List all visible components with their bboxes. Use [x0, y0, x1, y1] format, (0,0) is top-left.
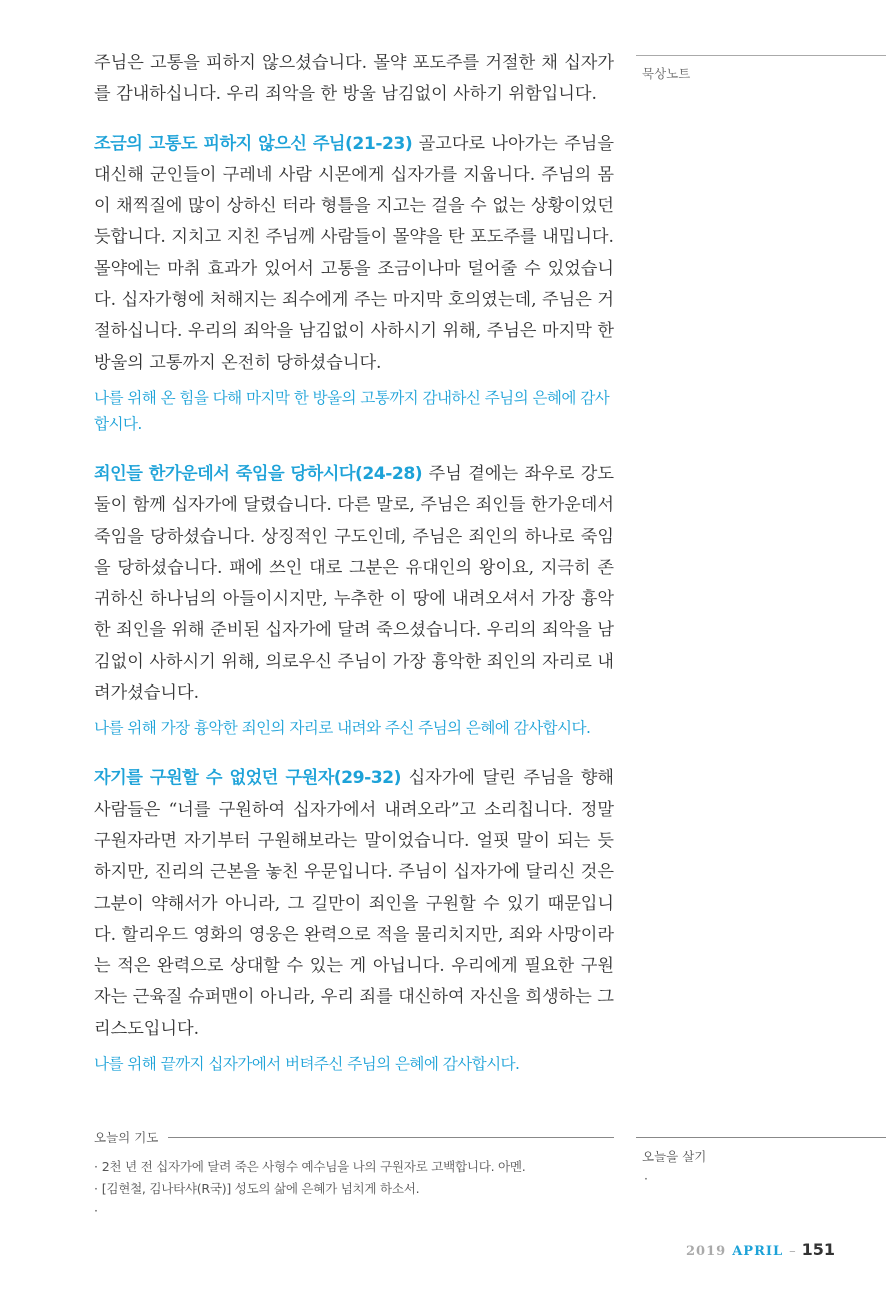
todays-prayer-list [94, 1156, 614, 1222]
todays-prayer-header [94, 1128, 614, 1146]
todays-prayer-box [94, 1128, 614, 1222]
bullet-dot: · [94, 1159, 98, 1174]
bullet-dot: · [94, 1203, 98, 1218]
section-2-body: 주님 곁에는 좌우로 강도 둘이 함께 십자가에 달렸습니다. 다른 말로, 주님은 죄인들 한가운데서 죽임을 당하셨습니다. 상징적인 구도인데, 주님은 죄인의 하나로 죽임을 당하셨습니다. 패에 쓰인 대로 그분은 유대인의 왕이요, 지극히 존귀하신 하나님의 아들이시지만, 누추한 이 땅에 내려오셔서 가장 흉악한 죄인을 위해 준비된 십자가에 달려 죽으셨습니다. 우리의 죄악을 남김없이 사하시기 위해, 의로우신 주님이 가장 흉악한 죄인의 자리로 내려가셨습니다. [94, 463, 614, 704]
section-1-heading: 조금의 고통도 피하지 않으신 주님(21-23) [94, 133, 413, 154]
main-content [94, 48, 614, 1099]
section-3-body: 십자가에 달린 주님을 향해 사람들은 “너를 구원하여 십자가에서 내려오라”고 소리칩니다. 정말 구원자라면 자기부터 구원해보라는 말이었습니다. 얼핏 말이 되는 듯하지만, 진리의 근본을 놓친 우문입니다. 주님이 십자가에 달리신 것은 그분이 약해서가 아니라, 그 길만이 죄인을 구원할 수 있기 때문입니다. 할리우드 영화의 영웅은 완력으로 적을 물리치지만, 죄와 사망이라는 적은 완력으로 상대할 수 있는 게 아닙니다. 우리에게 필요한 구원자는 근육질 슈퍼맨이 아니라, 우리 죄를 대신하여 자신을 희생하는 그리스도입니다. [94, 768, 614, 1039]
living-today-title: 오늘을 살기 [642, 1149, 707, 1164]
bullet-dot: · [94, 1181, 98, 1196]
prayer-item-text: 2천 년 전 십자가에 달려 죽은 사형수 예수님을 나의 구원자로 고백합니다. 아멘. [101, 1159, 526, 1174]
living-today-box [636, 1137, 886, 1186]
section-2-heading: 죄인들 한가운데서 죽임을 당하시다(24-28) [94, 463, 423, 484]
section-3-heading: 자기를 구원할 수 없었던 구원자(29-32) [94, 768, 401, 789]
prayer-item [94, 1200, 614, 1222]
todays-prayer-title: 오늘의 기도 [94, 1130, 159, 1145]
section-1-prayer: 나를 위해 온 힘을 다해 마지막 한 방울의 고통까지 감내하신 주님의 은혜에 감사합시다. [94, 388, 610, 433]
section-3-prayer: 나를 위해 끝까지 십자가에서 버텨주신 주님의 은혜에 감사합시다. [94, 1055, 520, 1074]
section-3-paragraph [94, 763, 614, 1045]
sidebar-title: 묵상노트 [636, 55, 886, 82]
section-1-body: 골고다로 나아가는 주님을 대신해 군인들이 구레네 사람 시몬에게 십자가를 지웁니다. 주님의 몸이 채찍질에 많이 상하신 터라 형틀을 지고는 걸을 수 없는 상황이었던 듯합니다. 지치고 지친 주님께 사람들이 몰약을 탄 포도주를 내밉니다. 몰약에는 마취 효과가 있어서 고통을 조금이나마 덜어줄 수 있었습니다. 십자가형에 처해지는 죄수에게 주는 마지막 호의였는데, 주님은 거절하십니다. 우리의 죄악을 남김없이 사하시기 위해, 주님은 마지막 한 방울의 고통까지 온전히 당하셨습니다. [94, 133, 615, 373]
section-1-paragraph [94, 129, 614, 379]
footer-dash: – [789, 1244, 796, 1259]
page-footer [686, 1240, 835, 1259]
page-number: 151 [801, 1240, 835, 1259]
intro-paragraph: 주님은 고통을 피하지 않으셨습니다. 몰약 포도주를 거절한 채 십자가를 감내하십니다. 우리 죄악을 한 방울 남김없이 사하기 위함입니다. [94, 53, 614, 105]
section-2-paragraph [94, 459, 614, 709]
living-today-item [636, 1171, 886, 1186]
todays-prayer-divider [168, 1137, 614, 1138]
bullet-dot: · [644, 1171, 648, 1186]
footer-month: APRIL [732, 1244, 784, 1259]
footer-year: 2019 [686, 1244, 727, 1259]
prayer-item [94, 1178, 614, 1200]
prayer-item-text: [김현철, 김나타샤(R국)] 성도의 삶에 은혜가 넘치게 하소서. [101, 1181, 420, 1196]
prayer-item [94, 1156, 614, 1178]
section-2-prayer: 나를 위해 가장 흉악한 죄인의 자리로 내려와 주신 주님의 은혜에 감사합시다. [94, 719, 591, 738]
